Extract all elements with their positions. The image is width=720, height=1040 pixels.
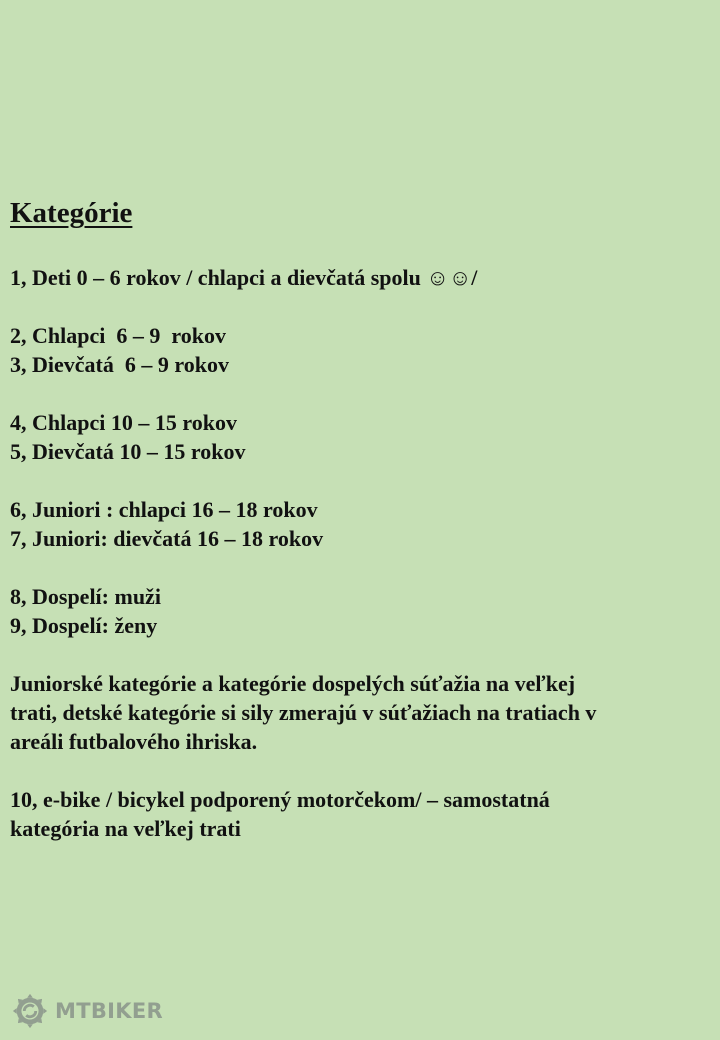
- category-group: [10, 321, 700, 379]
- ebike-category-paragraph: 10, e-bike / bicykel podporený motorčekom/ – samostatná kategória na veľkej trati: [10, 787, 550, 841]
- category-item: 4, Chlapci 10 – 15 rokov: [10, 410, 237, 435]
- category-group: [10, 495, 700, 553]
- category-item: 2, Chlapci 6 – 9 rokov: [10, 323, 226, 348]
- category-group: [10, 263, 700, 292]
- category-group: [10, 582, 700, 640]
- category-item: 3, Dievčatá 6 – 9 rokov: [10, 352, 229, 377]
- page-title: Kategórie: [10, 197, 133, 229]
- category-item: 5, Dievčatá 10 – 15 rokov: [10, 439, 246, 464]
- category-item: 9, Dospelí: ženy: [10, 613, 158, 638]
- category-item: 1, Deti 0 – 6 rokov / chlapci a dievčatá spolu ☺☺/: [10, 265, 478, 290]
- category-item: 8, Dospelí: muži: [10, 584, 161, 609]
- category-list: [10, 263, 700, 640]
- track-info-paragraph: Juniorské kategórie a kategórie dospelých súťažia na veľkej trati, detské kategórie si sily zmerajú v súťažiach na tratiach v areáli futbalového ihriska.: [10, 671, 597, 754]
- watermark-text: MTBIKER: [55, 999, 163, 1023]
- category-group: [10, 408, 700, 466]
- category-item: 6, Juniori : chlapci 16 – 18 rokov: [10, 497, 318, 522]
- category-item: 7, Juniori: dievčatá 16 – 18 rokov: [10, 526, 324, 551]
- gear-logo-icon: [11, 992, 49, 1030]
- document: [10, 193, 700, 872]
- watermark: [11, 992, 163, 1030]
